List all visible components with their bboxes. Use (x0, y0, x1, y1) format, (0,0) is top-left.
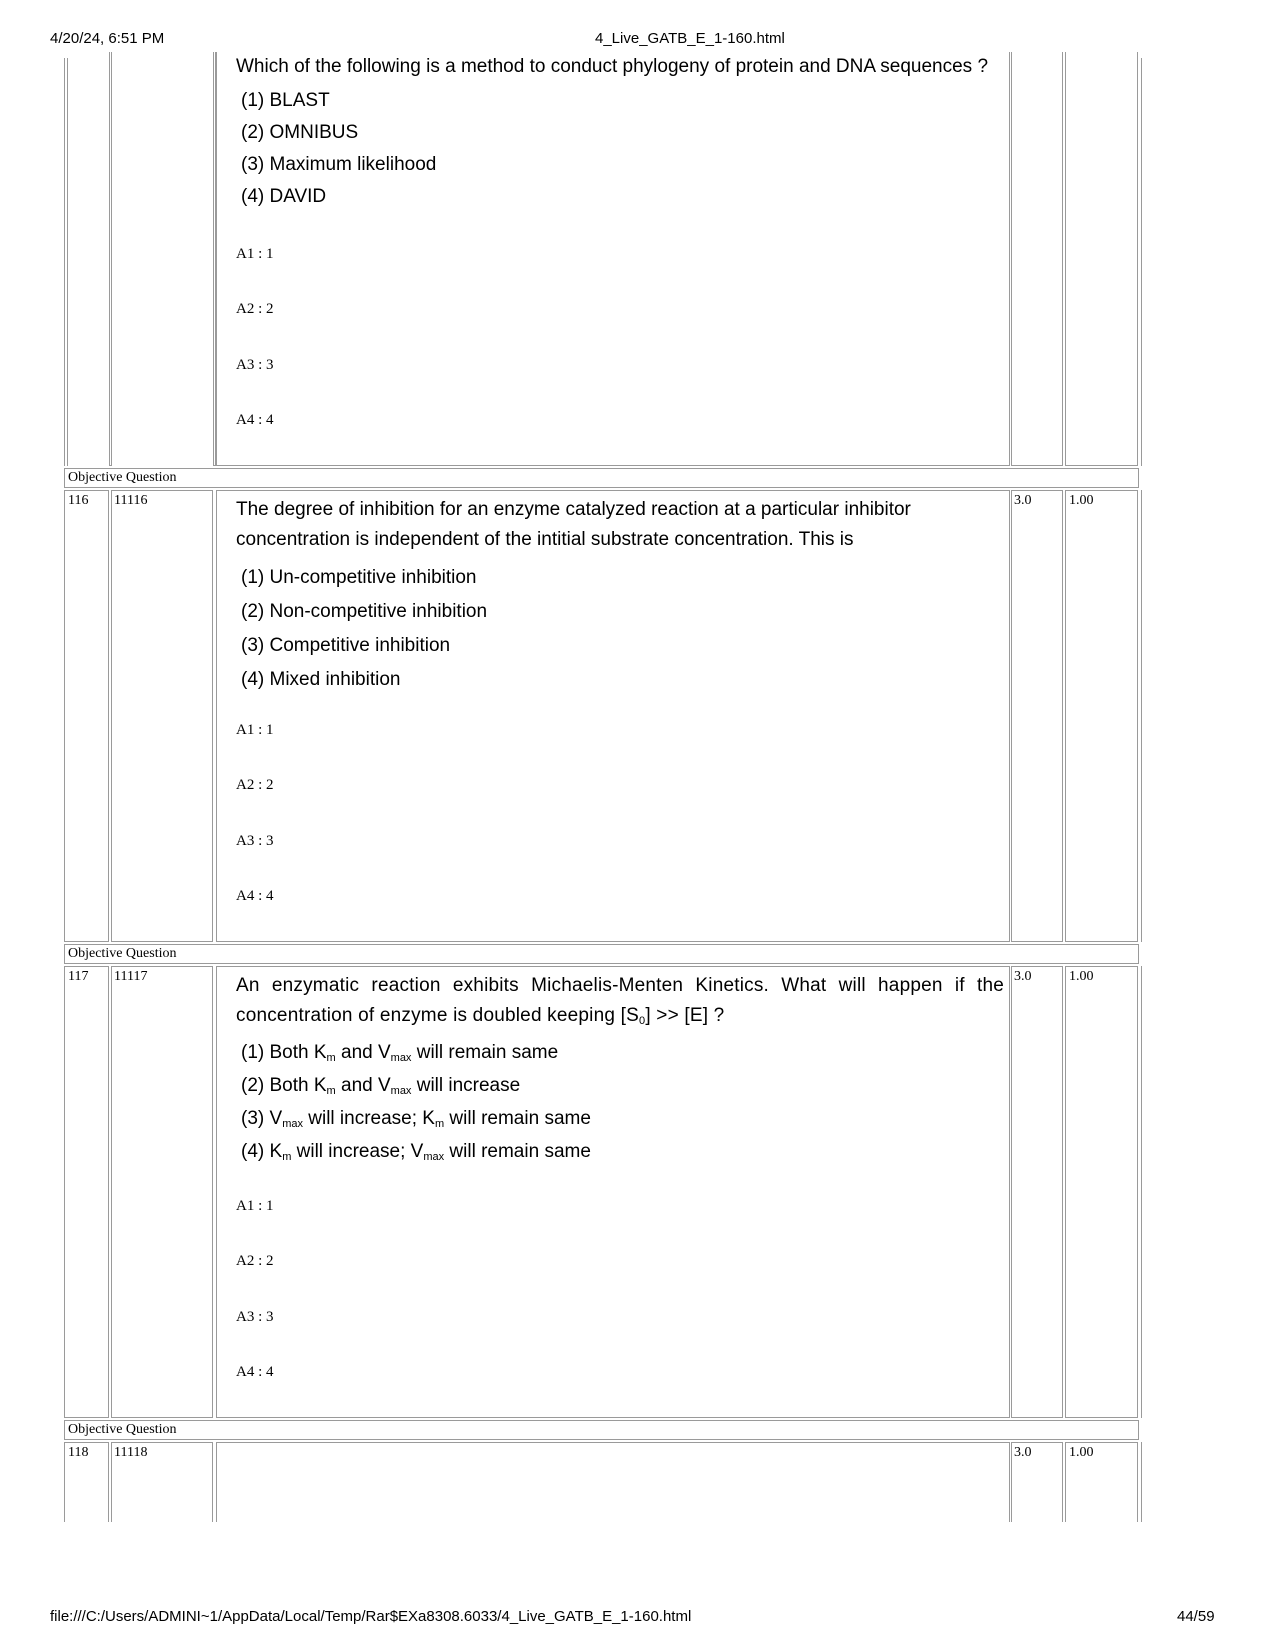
answer-4: A4 : 4 (236, 412, 274, 428)
negative-marks-value: 1.00 (1069, 493, 1094, 508)
question-number: 116 (68, 493, 89, 508)
answer-1: A1 : 1 (236, 1198, 274, 1214)
question-id: 11117 (114, 969, 148, 984)
answer-2: A2 : 2 (236, 777, 274, 793)
negative-marks-value: 1.00 (1069, 1445, 1094, 1460)
print-page-number: 44/59 (1177, 1608, 1215, 1625)
answer-2: A2 : 2 (236, 301, 274, 317)
option-2: (2) Both $K_m$ and $V_{max}$ will increase (241, 1075, 521, 1097)
answer-4: A4 : 4 (236, 1364, 274, 1380)
marks-value: 3.0 (1014, 969, 1032, 984)
question-text: The degree of inhibition for an enzyme catalyzed reaction at a particular inhibitor concentration is independent of the intitial substrate concentration. This is (236, 499, 911, 550)
question-number: 117 (68, 969, 89, 984)
question-type-label: Objective Question (68, 946, 177, 961)
question-id: 11116 (114, 493, 148, 508)
option-2: (2) OMNIBUS (241, 122, 359, 143)
marks-value: 3.0 (1014, 493, 1032, 508)
question-id: 11118 (114, 1445, 148, 1460)
print-datetime: 4/20/24, 6:51 PM (50, 30, 165, 47)
question-number: 118 (68, 1445, 89, 1460)
option-1: (1) Both $K_m$ and $V_{max}$ will remain same (241, 1042, 559, 1064)
answer-4: A4 : 4 (236, 888, 274, 904)
answer-1: A1 : 1 (236, 246, 274, 262)
answer-2: A2 : 2 (236, 1253, 274, 1269)
option-2: (2) Non-competitive inhibition (241, 601, 488, 622)
print-file-path: file:///C:/Users/ADMINI~1/AppData/Local/Temp/Rar$EXa8308.6033/4_Live_GATB_E_1-160.html (50, 1608, 692, 1625)
option-3: (3) $V_{max}$ will increase; $K_m$ will remain same (241, 1108, 591, 1130)
print-title: 4_Live_GATB_E_1-160.html (595, 30, 785, 47)
marks-value: 3.0 (1014, 1445, 1032, 1460)
answer-3: A3 : 3 (236, 1309, 274, 1325)
option-3: (3) Maximum likelihood (241, 154, 437, 175)
question-type-label: Objective Question (68, 470, 177, 485)
option-4: (4) Mixed inhibition (241, 669, 401, 690)
option-4: (4) DAVID (241, 186, 327, 207)
answer-1: A1 : 1 (236, 722, 274, 738)
negative-marks-value: 1.00 (1069, 969, 1094, 984)
answer-3: A3 : 3 (236, 833, 274, 849)
option-3: (3) Competitive inhibition (241, 635, 451, 656)
option-4: (4) $K_m$ will increase; $V_{max}$ will remain same (241, 1141, 591, 1163)
question-type-label: Objective Question (68, 1422, 177, 1437)
option-1: (1) BLAST (241, 90, 330, 111)
question-text: An enzymatic reaction exhibits Michaelis-Menten Kinetics. What will happen if the concentration of enzyme is doubled keeping $[S_0] >> [E]$ ? (236, 975, 1004, 1027)
question-text: Which of the following is a method to conduct phylogeny of protein and DNA sequences ? (236, 56, 989, 77)
answer-3: A3 : 3 (236, 357, 274, 373)
option-1: (1) Un-competitive inhibition (241, 567, 477, 588)
